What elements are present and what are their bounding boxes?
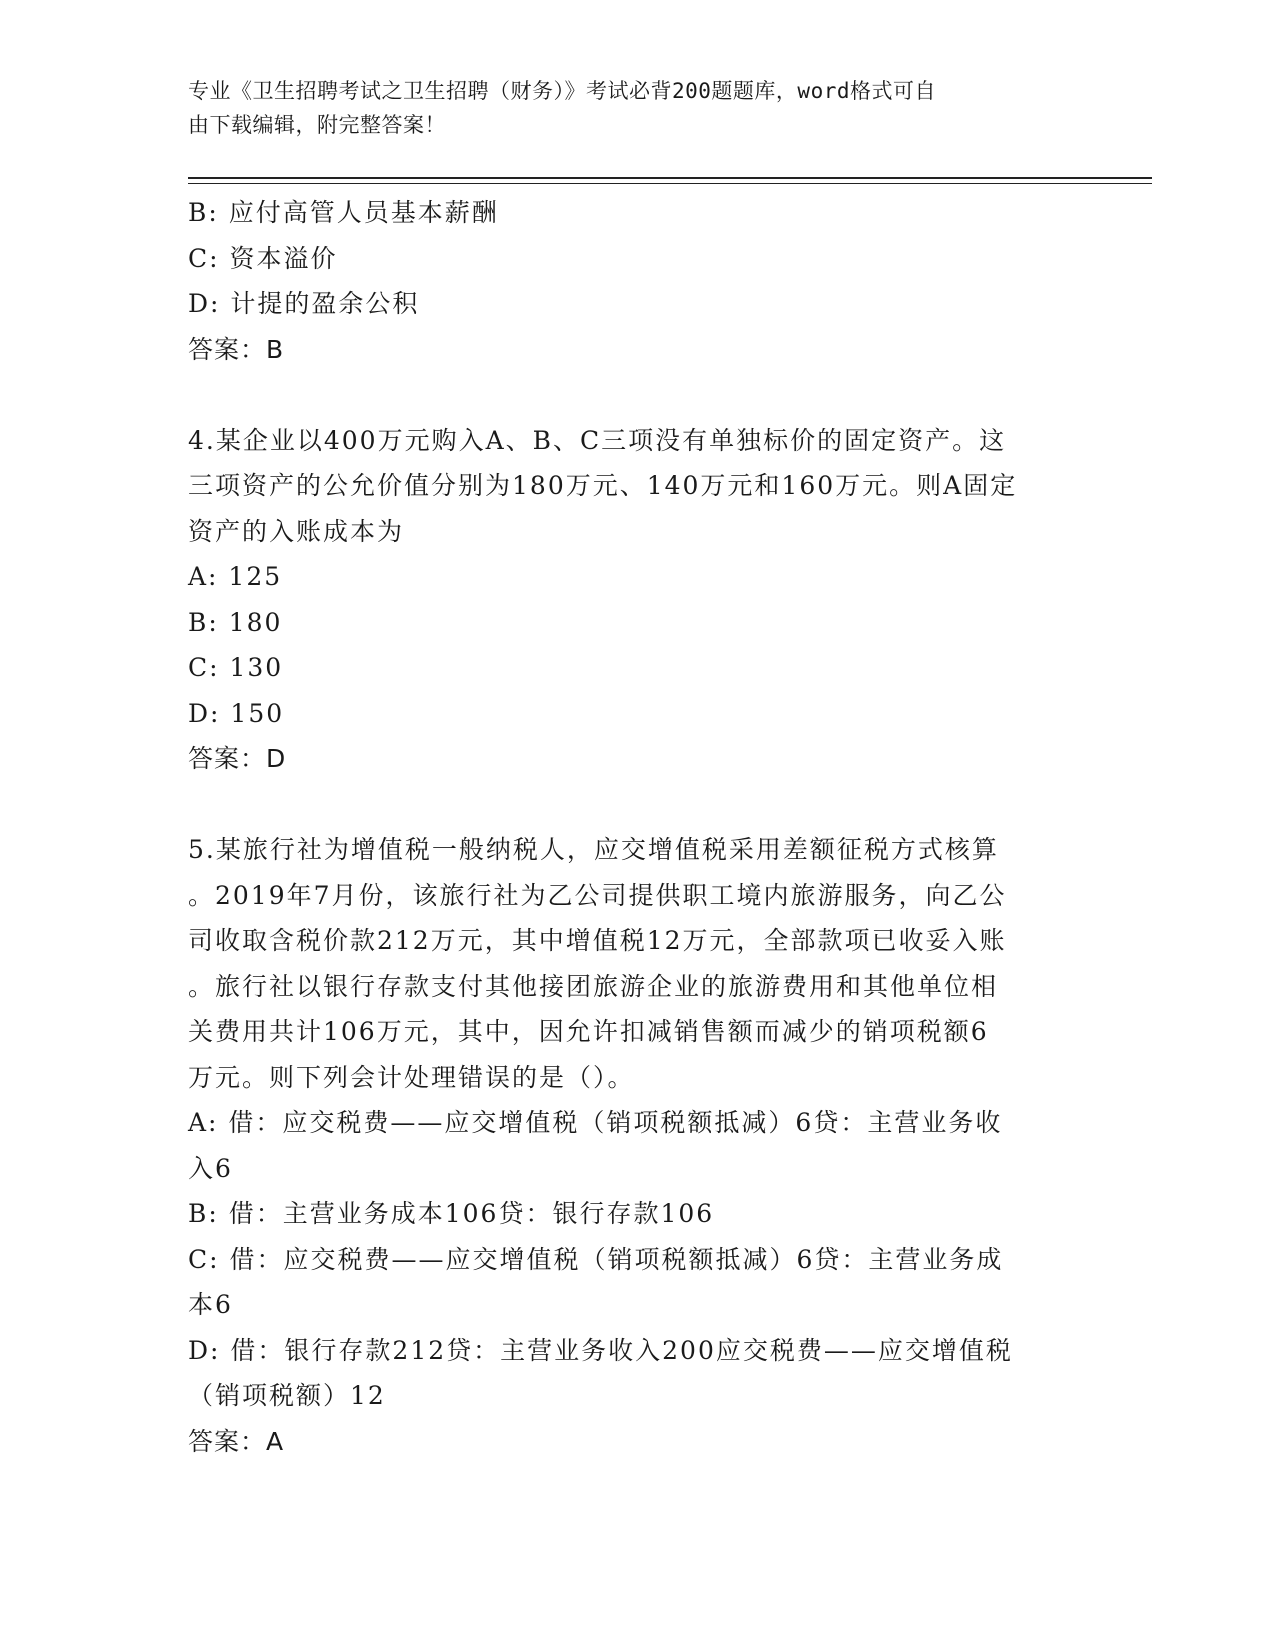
question-5	[188, 827, 1088, 1464]
header-line: 专业《卫生招聘考试之卫生招聘（财务）》考试必背200题题库，word格式可自	[188, 79, 936, 103]
option-d: D: 借：银行存款212贷：主营业务收入200应交税费——应交增值税	[188, 1335, 1013, 1365]
question-stem: 关费用共计106万元，其中，因允许扣减销售额而减少的销项税额6	[188, 1017, 989, 1046]
question-stem: 三项资产的公允价值分别为180万元、140万元和160万元。则A固定	[188, 471, 1018, 500]
option-a: A: 125	[188, 562, 283, 591]
option-d: D: 计提的盈余公积	[188, 289, 420, 318]
option-c: C: 130	[188, 653, 284, 682]
question-stem: 。2019年7月份，该旅行社为乙公司提供职工境内旅游服务，向乙公	[188, 880, 1007, 910]
question-stem: 万元。则下列会计处理错误的是（）。	[188, 1062, 635, 1092]
option-d-continued: （销项税额）12	[188, 1381, 386, 1410]
question-stem: 司收取含税价款212万元，其中增值税12万元，全部款项已收妥入账	[188, 926, 1007, 955]
question-3	[188, 190, 1088, 372]
question-4	[188, 418, 1088, 782]
question-stem: 。旅行社以银行存款支付其他接团旅游企业的旅游费用和其他单位相	[188, 971, 999, 1001]
document-body	[188, 190, 1088, 1464]
option-c: C: 资本溢价	[188, 243, 338, 273]
option-c: C: 借：应交税费——应交增值税（销项税额抵减）6贷：主营业务成	[188, 1244, 1004, 1274]
question-stem: 资产的入账成本为	[188, 516, 405, 546]
spacer	[188, 782, 1088, 828]
option-b: B: 借：主营业务成本106贷：银行存款106	[188, 1199, 715, 1228]
option-a-continued: 入6	[188, 1153, 233, 1183]
question-stem: 4.某企业以400万元购入A、B、C三项没有单独标价的固定资产。这	[188, 425, 1007, 455]
document-header	[188, 74, 1068, 142]
question-stem: 5.某旅行社为增值税一般纳税人，应交增值税采用差额征税方式核算	[188, 835, 999, 864]
option-b: B: 应付高管人员基本薪酬	[188, 198, 499, 227]
answer-line: 答案：D	[188, 744, 287, 773]
spacer	[188, 372, 1088, 418]
option-b: B: 180	[188, 607, 283, 637]
header-line: 由下载编辑，附完整答案！	[188, 113, 446, 137]
answer-line: 答案：A	[188, 1426, 285, 1456]
answer-line: 答案：B	[188, 334, 285, 364]
option-d: D: 150	[188, 698, 285, 728]
option-c-continued: 本6	[188, 1290, 233, 1319]
header-divider-thin	[188, 183, 1152, 184]
option-a: A: 借：应交税费——应交增值税（销项税额抵减）6贷：主营业务收	[188, 1108, 1003, 1137]
header-divider	[188, 177, 1152, 179]
